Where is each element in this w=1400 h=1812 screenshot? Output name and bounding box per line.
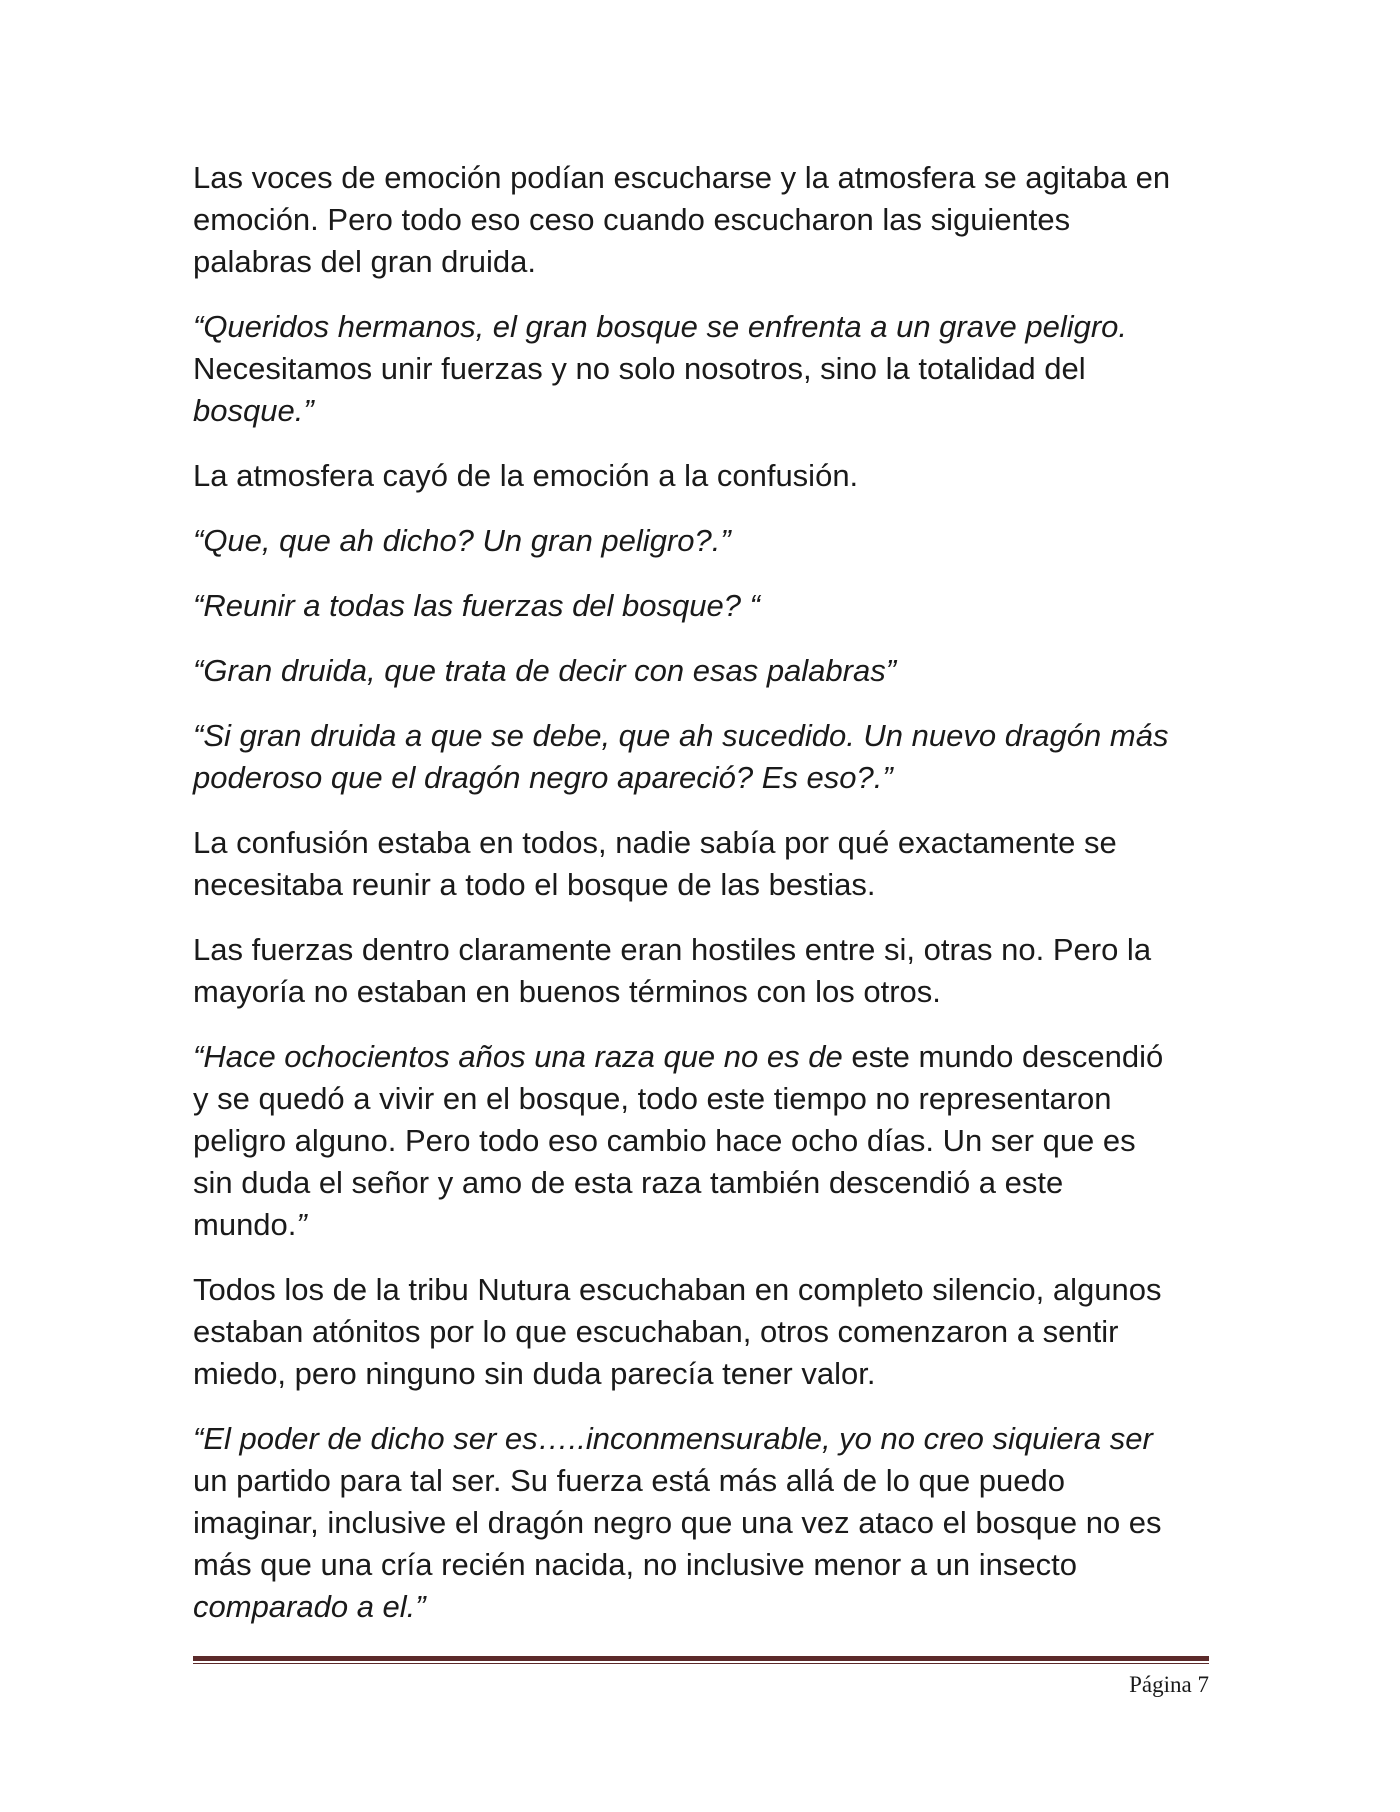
text-segment: Necesitamos unir fuerzas y no solo nosotros, sino la totalidad del bbox=[193, 351, 1086, 386]
text-line bbox=[193, 455, 1213, 497]
text-segment: mayoría no estaban en buenos términos con los otros. bbox=[193, 974, 941, 1009]
paragraph bbox=[193, 585, 1213, 627]
italic-text-segment: “Que, que ah dicho? Un gran peligro?.” bbox=[193, 523, 731, 558]
paragraph bbox=[193, 1269, 1213, 1395]
text-line bbox=[193, 1204, 1213, 1246]
italic-text-segment: bosque.” bbox=[193, 393, 314, 428]
italic-text-segment: “Gran druida, que trata de decir con esas palabras” bbox=[193, 653, 897, 688]
text-segment: emoción. Pero todo eso ceso cuando escucharon las siguientes bbox=[193, 202, 1071, 237]
text-line bbox=[193, 971, 1213, 1013]
italic-text-segment: “Hace ochocientos años una raza que no es de bbox=[193, 1039, 843, 1074]
text-line bbox=[193, 715, 1213, 757]
text-line bbox=[193, 390, 1213, 432]
paragraph bbox=[193, 520, 1213, 562]
italic-text-segment: “El poder de dicho ser es…..inconmensurable, yo no creo siquiera ser bbox=[193, 1421, 1153, 1456]
footer-divider-thin bbox=[193, 1663, 1209, 1664]
text-segment: Las fuerzas dentro claramente eran hostiles entre si, otras no. Pero la bbox=[193, 932, 1152, 967]
page-number: Página 7 bbox=[1129, 1672, 1209, 1697]
footer-divider-thick bbox=[193, 1656, 1209, 1661]
text-line bbox=[193, 520, 1213, 562]
text-line bbox=[193, 1502, 1213, 1544]
italic-text-segment: ” bbox=[296, 1207, 307, 1242]
text-line bbox=[193, 1586, 1213, 1628]
italic-text-segment: “Si gran druida a que se debe, que ah sucedido. Un nuevo dragón más bbox=[193, 718, 1169, 753]
text-segment: un partido para tal ser. Su fuerza está más allá de lo que puedo bbox=[193, 1463, 1066, 1498]
text-line bbox=[193, 1269, 1213, 1311]
text-line bbox=[193, 1162, 1213, 1204]
text-segment: y se quedó a vivir en el bosque, todo este tiempo no representaron bbox=[193, 1081, 1112, 1116]
text-segment: Las voces de emoción podían escucharse y la atmosfera se agitaba en bbox=[193, 160, 1171, 195]
text-segment: La atmosfera cayó de la emoción a la confusión. bbox=[193, 458, 859, 493]
text-segment: Todos los de la tribu Nutura escuchaban en completo silencio, algunos bbox=[193, 1272, 1162, 1307]
text-line bbox=[193, 1311, 1213, 1353]
paragraph bbox=[193, 929, 1213, 1013]
text-segment: este mundo descendió bbox=[842, 1039, 1164, 1074]
text-line bbox=[193, 585, 1213, 627]
document-body bbox=[193, 157, 1213, 1651]
paragraph bbox=[193, 306, 1213, 432]
text-line bbox=[193, 864, 1213, 906]
text-segment: palabras del gran druida. bbox=[193, 244, 536, 279]
italic-text-segment: poderoso que el dragón negro apareció? Es eso?.” bbox=[193, 760, 893, 795]
paragraph bbox=[193, 1036, 1213, 1246]
text-segment: miedo, pero ninguno sin duda parecía tener valor. bbox=[193, 1356, 876, 1391]
paragraph bbox=[193, 455, 1213, 497]
text-line bbox=[193, 241, 1213, 283]
text-line bbox=[193, 199, 1213, 241]
text-line bbox=[193, 757, 1213, 799]
footer-divider bbox=[193, 1656, 1209, 1664]
text-line bbox=[193, 1078, 1213, 1120]
italic-text-segment: comparado a el.” bbox=[193, 1589, 426, 1624]
text-segment: peligro alguno. Pero todo eso cambio hace ocho días. Un ser que es bbox=[193, 1123, 1136, 1158]
paragraph bbox=[193, 715, 1213, 799]
text-line bbox=[193, 1544, 1213, 1586]
paragraph bbox=[193, 650, 1213, 692]
italic-text-segment: “Reunir a todas las fuerzas del bosque? “ bbox=[193, 588, 760, 623]
text-segment: más que una cría recién nacida, no inclusive menor a un insecto bbox=[193, 1547, 1077, 1582]
text-segment: sin duda el señor y amo de esta raza también descendió a este bbox=[193, 1165, 1064, 1200]
paragraph bbox=[193, 1418, 1213, 1628]
text-line bbox=[193, 1418, 1213, 1460]
text-line bbox=[193, 1460, 1213, 1502]
text-segment: imaginar, inclusive el dragón negro que una vez ataco el bosque no es bbox=[193, 1505, 1162, 1540]
text-segment: mundo. bbox=[193, 1207, 297, 1242]
text-segment: La confusión estaba en todos, nadie sabía por qué exactamente se bbox=[193, 825, 1117, 860]
text-line bbox=[193, 348, 1213, 390]
text-line bbox=[193, 650, 1213, 692]
text-segment: necesitaba reunir a todo el bosque de las bestias. bbox=[193, 867, 876, 902]
text-line bbox=[193, 1036, 1213, 1078]
paragraph bbox=[193, 157, 1213, 283]
italic-text-segment: “Queridos hermanos, el gran bosque se enfrenta a un grave peligro. bbox=[193, 309, 1128, 344]
text-segment: estaban atónitos por lo que escuchaban, otros comenzaron a sentir bbox=[193, 1314, 1119, 1349]
text-line bbox=[193, 306, 1213, 348]
text-line bbox=[193, 929, 1213, 971]
paragraph bbox=[193, 822, 1213, 906]
text-line bbox=[193, 157, 1213, 199]
text-line bbox=[193, 822, 1213, 864]
text-line bbox=[193, 1120, 1213, 1162]
text-line bbox=[193, 1353, 1213, 1395]
